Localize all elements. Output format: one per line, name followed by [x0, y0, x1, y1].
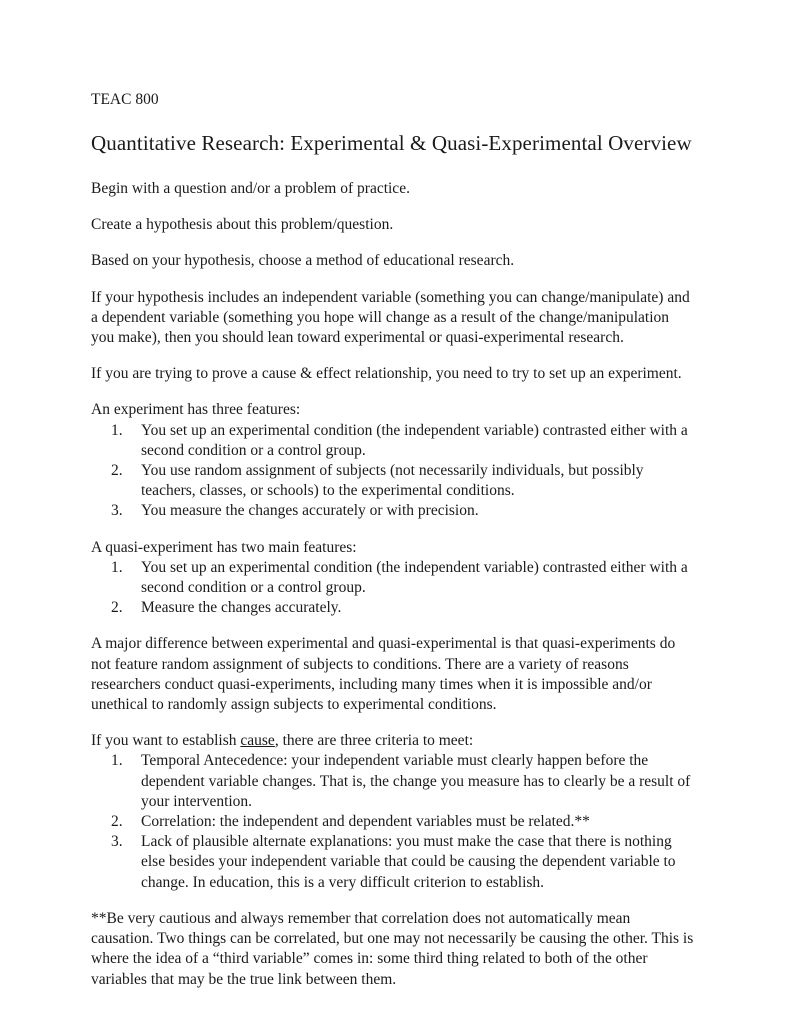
cause-criteria-lead-after: , there are three criteria to meet:: [274, 732, 474, 750]
paragraph-begin-with-question: Begin with a question and/or a problem of practice.: [91, 180, 410, 197]
course-label: TEAC 800: [91, 91, 159, 108]
paragraph-correlation-caution: **Be very cautious and always remember that correlation does not automatically mean causation. Two things can be correlated, but one may not necessarily be causing the other. This is where the idea of a “third variable” comes in: some third thing related to both of the other variables that may be the true link between them.: [91, 909, 694, 988]
paragraph-independent-dependent-variable: If your hypothesis includes an independent variable (something you can change/manipulate) and a dependent variable (something you hope will change as a result of the change/manipulation you make), then you should lean toward experimental or quasi-experimental research.: [91, 288, 690, 347]
list-item: You set up an experimental condition (the independent variable) contrasted either with a second condition or a control group.: [141, 421, 688, 459]
cause-criteria-lead-before: If you want to establish: [91, 732, 241, 750]
paragraph-major-difference: A major difference between experimental and quasi-experimental is that quasi-experiments do not feature random assignment of subjects to conditions. There are a variety of reasons researchers conduct quasi-experiments, including many times when it is impossible and/or unethical to randomly assign subjects to experimental conditions.: [91, 635, 676, 714]
list-item: You set up an experimental condition (the independent variable) contrasted either with a second condition or a control group.: [141, 558, 688, 597]
list-item: You use random assignment of subjects (not necessarily individuals, but possibly teachers, classes, or schools) to the experimental conditions.: [141, 462, 644, 500]
cause-keyword-underlined: cause: [240, 732, 275, 750]
experiment-features-section: [91, 400, 696, 521]
list-item: Lack of plausible alternate explanations: you must make the case that there is nothing else besides your independent variable that could be causing the dependent variable to change. In education, this is a very difficult criterion to establish.: [141, 833, 676, 891]
quasi-experiment-features-list: [91, 558, 696, 619]
experiment-features-lead: An experiment has three features:: [91, 401, 301, 419]
experiment-features-list: [91, 421, 696, 522]
paragraph-choose-method: Based on your hypothesis, choose a method of educational research.: [91, 252, 515, 270]
quasi-experiment-features-lead: A quasi-experiment has two main features:: [91, 538, 357, 556]
quasi-experiment-features-section: [91, 538, 696, 619]
list-item: You measure the changes accurately or with precision.: [141, 502, 479, 520]
cause-criteria-list: [91, 751, 696, 892]
cause-criteria-section: [91, 731, 696, 893]
paragraph-cause-effect: If you are trying to prove a cause & effect relationship, you need to try to set up an experiment.: [91, 365, 682, 383]
paragraph-create-hypothesis: Create a hypothesis about this problem/question.: [91, 216, 394, 234]
list-item: Temporal Antecedence: your independent variable must clearly happen before the dependent variable changes. That is, the change you measure has to clearly be a result of your intervention.: [141, 752, 691, 810]
page-title: Quantitative Research: Experimental & Quasi-Experimental Overview: [91, 131, 692, 155]
list-item: Correlation: the independent and dependent variables must be related.**: [141, 813, 590, 831]
list-item: Measure the changes accurately.: [141, 599, 342, 617]
cause-criteria-lead: [91, 731, 696, 751]
